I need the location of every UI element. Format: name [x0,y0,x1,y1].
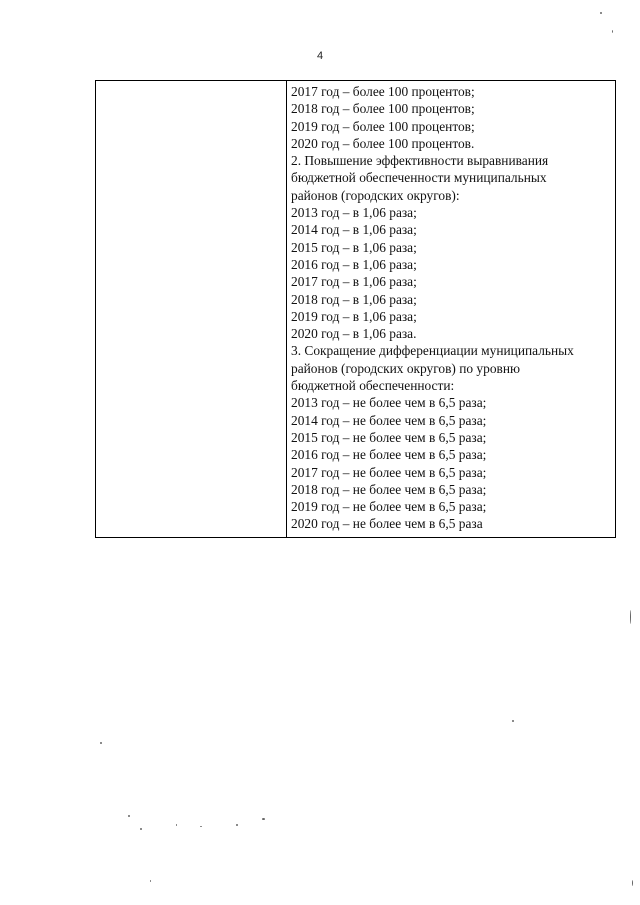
text-line: 2014 год – не более чем в 6,5 раза; [291,412,487,428]
text-line: 2. Повышение эффективности выравнивания [291,153,549,169]
text-line: 2019 год – не более чем в 6,5 раза; [291,499,487,515]
text-line: районов (городских округов): [291,187,460,203]
text-line: 2020 год – не более чем в 6,5 раза [291,516,483,532]
page-number: 4 [316,50,324,62]
text-line: бюджетной обеспеченности: [291,378,455,394]
text-line: 2017 год – более 100 процентов; [291,84,475,99]
text-line: 2016 год – в 1,06 раза; [291,256,417,272]
document-table [95,80,616,538]
text-line: 2013 год – не более чем в 6,5 раза; [291,395,487,411]
text-line: 2017 год – не более чем в 6,5 раза; [291,464,487,480]
text-line: 2013 год – в 1,06 раза; [291,205,417,221]
text-line: 2018 год – не более чем в 6,5 раза; [291,481,487,497]
table-cell-left [96,81,287,538]
text-line: 2017 год – в 1,06 раза; [291,274,417,290]
text-line: 2018 год – в 1,06 раза; [291,291,417,307]
table-cell-right [287,81,616,538]
table-row [96,81,616,538]
cell-text-lines [287,81,615,537]
text-line: 2016 год – не более чем в 6,5 раза; [291,447,487,463]
text-line: 2019 год – в 1,06 раза; [291,308,417,324]
text-line: 2014 год – в 1,06 раза; [291,222,417,238]
text-line: 2020 год – более 100 процентов. [291,135,475,151]
text-line: 2015 год – не более чем в 6,5 раза; [291,429,487,445]
text-line: 2020 год – в 1,06 раза. [291,326,417,342]
text-line: районов (городских округов) по уровню [291,360,521,376]
text-line: 2015 год – в 1,06 раза; [291,239,417,255]
text-line: 3. Сокращение дифференциации муниципальных [291,343,574,359]
text-line: бюджетной обеспеченности муниципальных [291,170,547,186]
text-line: 2019 год – более 100 процентов; [291,118,475,134]
text-line: 2018 год – более 100 процентов; [291,101,475,117]
